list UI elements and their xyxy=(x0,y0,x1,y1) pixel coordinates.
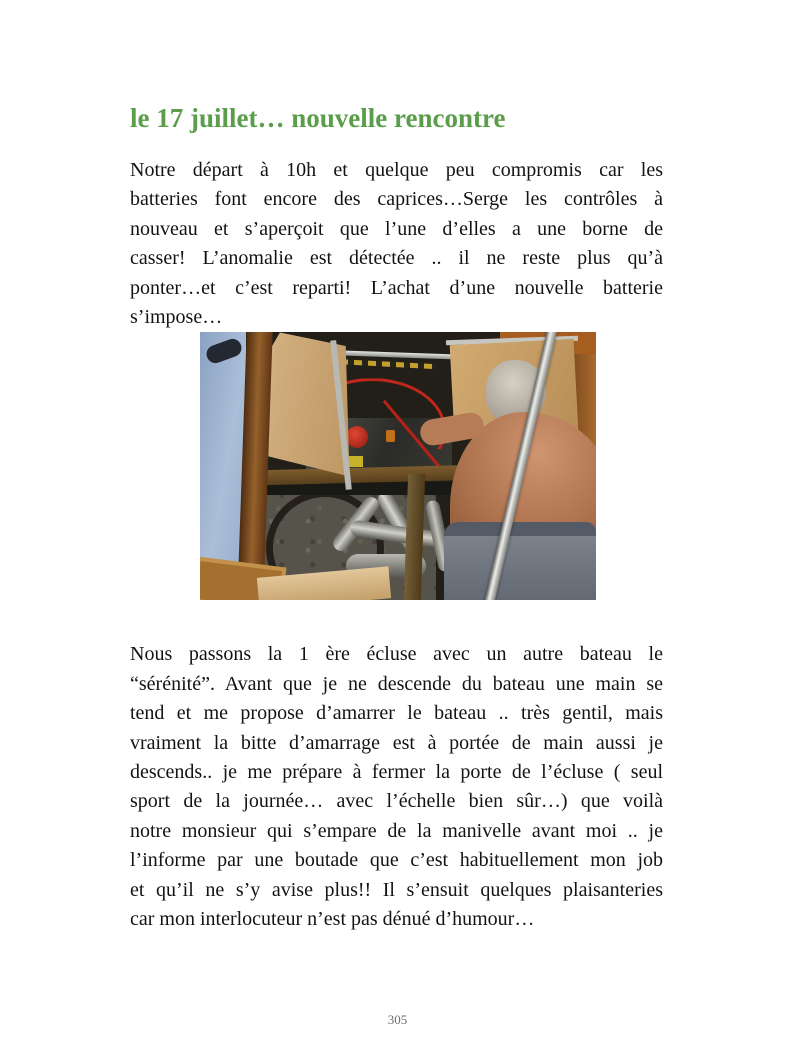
page-title: le 17 juillet… nouvelle rencontre xyxy=(130,103,506,133)
text-line: car mon interlocuteur n’est pas dénué d’humour… xyxy=(130,908,535,931)
text-line: s’impose… xyxy=(130,306,223,329)
text-line: descends.. je me prépare à fermer la porte de l’écluse ( seul xyxy=(130,761,663,784)
page-number: 305 xyxy=(387,1012,408,1027)
paragraph-2 xyxy=(130,640,663,934)
text-line: casser! L’anomalie est détectée .. il ne reste plus qu’à xyxy=(130,247,663,270)
photo-engine-repair xyxy=(200,332,596,600)
text-line: l’informe par une boutade que c’est habituellement mon job xyxy=(130,849,663,872)
text-line: “sérénité”. Avant que je ne descende du bateau une main se xyxy=(130,672,663,695)
photo-man-shorts xyxy=(444,522,596,600)
text-line: sport de la journée… avec l’échelle bien sûr…) que voilà xyxy=(130,790,663,813)
text-line: Nous passons la 1 ère écluse avec un autre bateau le xyxy=(130,643,663,666)
text-line: nouveau et s’aperçoit que l’une d’elles a une borne de xyxy=(130,217,663,240)
text-line: ponter…et c’est reparti! L’achat d’une nouvelle batterie xyxy=(130,276,663,299)
text-line: notre monsieur qui s’empare de la manivelle avant moi .. je xyxy=(130,819,663,842)
text-line: vraiment la bitte d’amarrage est à portée de main aussi je xyxy=(130,731,663,754)
paragraph-1 xyxy=(130,156,663,332)
text-line: et qu’il ne s’y avise plus!! Il s’ensuit quelques plaisanteries xyxy=(130,878,663,901)
text-line: Notre départ à 10h et quelque peu compromis car les xyxy=(130,159,663,181)
photo-strap xyxy=(204,337,244,366)
photo-shorts-waistband xyxy=(444,522,596,536)
photo-warning-label xyxy=(348,456,363,467)
text-line: batteries font encore des caprices…Serge les contrôles à xyxy=(130,188,663,211)
text-line: tend et me propose d’amarrer le bateau .. très gentil, mais xyxy=(130,702,663,725)
